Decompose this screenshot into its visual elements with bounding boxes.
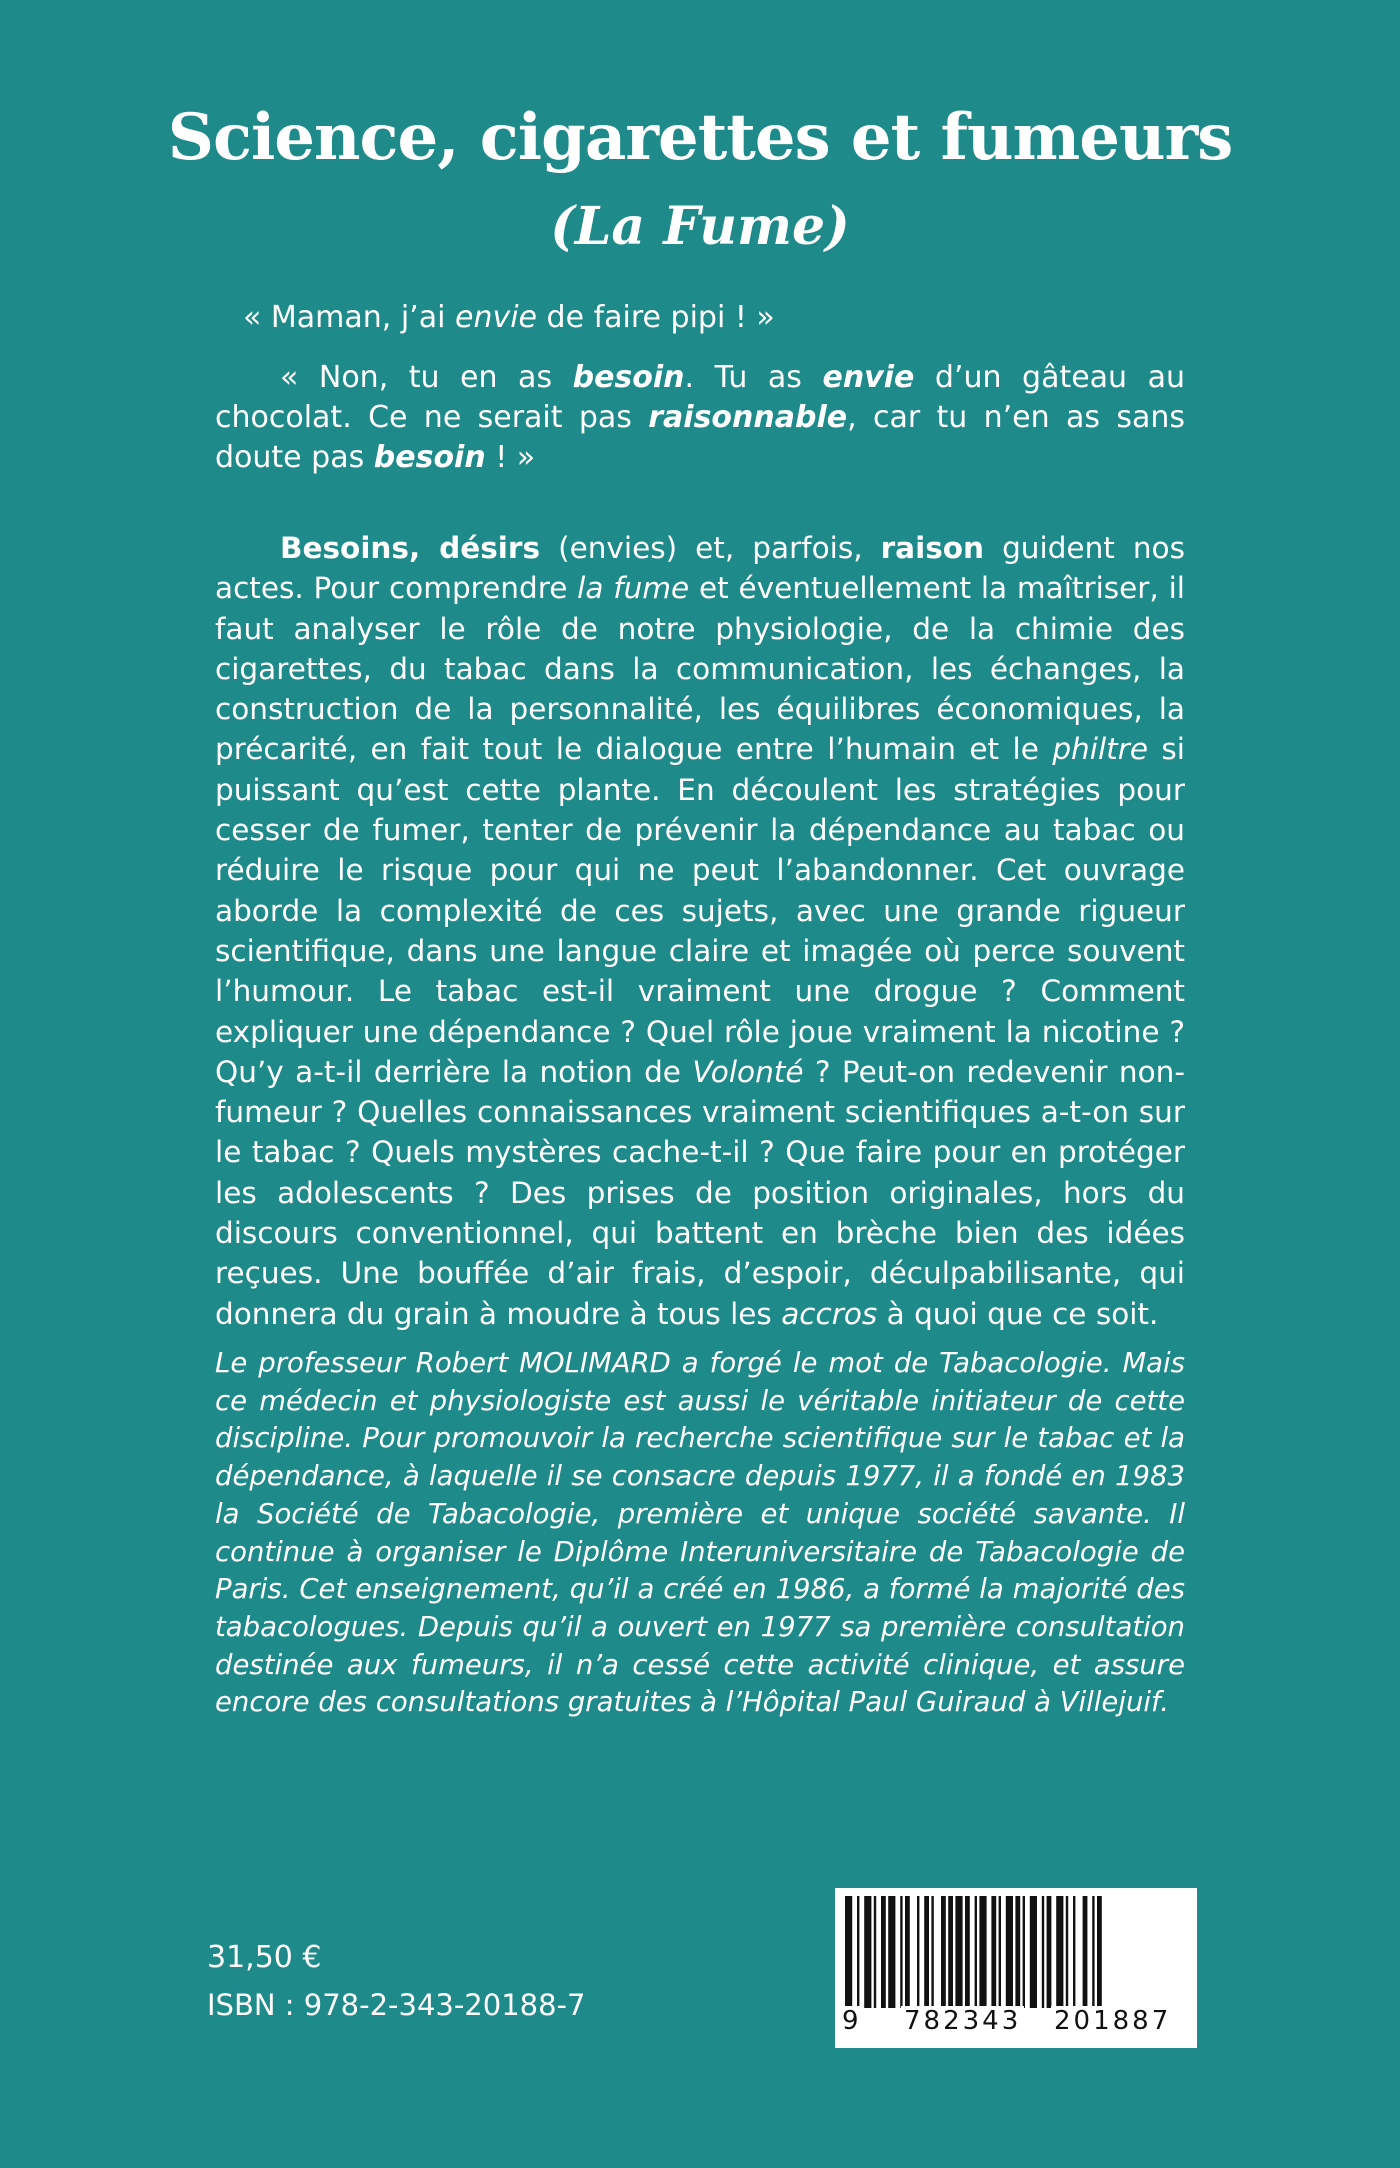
barcode-bar — [1066, 1896, 1068, 2008]
isbn: ISBN : 978-2-343-20188-7 — [207, 1988, 586, 2022]
barcode-bar — [1073, 1896, 1075, 2008]
barcode-bar — [1015, 1896, 1020, 2008]
barcode-bar — [1023, 1896, 1025, 2008]
barcode-bar — [1047, 1896, 1052, 2008]
opening-quote-child: « Maman, j’ai envie de faire pipi ! » — [243, 300, 775, 335]
barcode-bar — [1006, 1896, 1013, 2008]
barcode-bar — [955, 1896, 962, 2008]
barcode-digit-first: 9 — [839, 2006, 862, 2036]
barcode-bar — [1030, 1896, 1037, 2008]
barcode-bar — [1083, 1896, 1088, 2008]
book-title: Science, cigarettes et fumeurs — [167, 100, 1233, 175]
barcode-bar — [864, 1896, 871, 2008]
barcode-bar — [881, 1896, 886, 2008]
barcode-bar — [1042, 1896, 1044, 2008]
barcode-bar — [1092, 1896, 1094, 2008]
barcode-digits-left: 782343 — [901, 2006, 1024, 2036]
book-subtitle: (La Fume) — [550, 196, 850, 257]
barcode-digits — [835, 2006, 1197, 2046]
book-summary: Besoins, désirs (envies) et, parfois, raison guident nos actes. Pour comprendre la fume et éventuellement la maîtriser, il faut analyser le rôle de notre physiologie, de la chimie des cigarettes, du tabac dans la communication, les échanges, la construction de la personnalité, les équilibres économiques, la précarité, en fait tout le dialogue entre l’humain et le philtre si puissant qu’est cette plante. En découlent les stratégies pour cesser de fumer, tenter de prévenir la dépendance au tabac ou réduire le risque pour qui ne peut l’abandonner. Cet ouvrage aborde la complexité de ces sujets, avec une grande rigueur scientifique, dans une langue claire et imagée où perce souvent l’humour. Le tabac est-il vraiment une drogue ? Comment expliquer une dépendance ? Quel rôle joue vraiment la nicotine ? Qu’y a-t-il derrière la notion de Volonté ? Peut-on redevenir non-fumeur ? Quelles connaissances vraiment scientifiques a-t-on sur le tabac ? Quels mystères cache-t-il ? Que faire pour en protéger les adolescents ? Des prises de position originales, hors du discours conventionnel, qui battent en brèche bien des idées reçues. Une bouffée d’air frais, d’espoir, déculpabilisante, qui donnera du grain à moudre à tous les accros à quoi que ce soit. — [215, 531, 1186, 1331]
price: 31,50 € — [207, 1940, 322, 1975]
barcode-bar — [941, 1896, 946, 2008]
barcode-bar — [1056, 1896, 1063, 2008]
barcode-bar — [991, 1896, 996, 2008]
barcode-bar — [917, 1896, 919, 2008]
barcode-bar — [874, 1896, 876, 2008]
author-biography: Le professeur Robert MOLIMARD a forgé le mot de Tabacologie. Mais ce médecin et physiologiste est aussi le véritable initiateur de cette discipline. Pour promouvoir la recherche scientifique sur le tabac et la dépendance, à laquelle il se consacre depuis 1977, il a fondé en 1983 la Société de Tabacologie, première et unique société savante. Il continue à organiser le Diplôme Interuniversitaire de Tabacologie de Paris. Cet enseignement, qu’il a créé en 1986, a formé la majorité des tabacologues. Depuis qu’il a ouvert en 1977 sa première consultation destinée aux fumeurs, il n’a cessé cette activité clinique, et assure encore des consultations gratuites à l’Hôpital Paul Guiraud à Villejuif. — [215, 1347, 1185, 1719]
opening-quote-mother: « Non, tu en as besoin. Tu as envie d’un gâteau au chocolat. Ce ne serait pas raisonnable, car tu n’en as sans doute pas besoin ! » — [215, 360, 1185, 475]
barcode-bar — [900, 1896, 902, 2008]
barcode-bar — [888, 1896, 895, 2008]
barcode-bar — [999, 1896, 1001, 2008]
barcode-digits-right: 201887 — [1051, 2006, 1174, 2036]
barcode — [835, 1888, 1197, 2048]
barcode-bar — [905, 1896, 910, 2008]
barcode-bar — [924, 1896, 929, 2008]
barcode-bar — [948, 1896, 953, 2008]
barcode-bar — [965, 1896, 970, 2008]
barcode-bar — [931, 1896, 933, 2008]
